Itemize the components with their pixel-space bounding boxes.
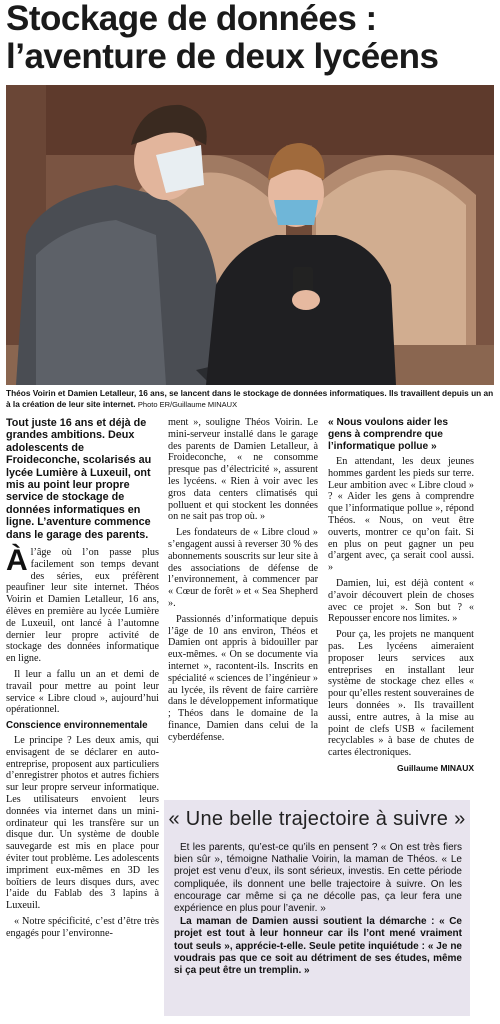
photo-credit: Photo ER/Guillaume MINAUX: [137, 400, 238, 409]
box-body: [174, 842, 462, 978]
author-signature: Guillaume MINAUX: [397, 762, 474, 773]
article-column-1: [6, 417, 159, 944]
article-column-3: [328, 417, 474, 775]
drop-cap: À: [6, 544, 28, 578]
article-column-2: [168, 417, 318, 748]
box-paragraph-1: Et les parents, qu’est-ce qu’ils en pensent ? « On est très fiers bien sûr », témoigne Nathalie Voirin, la maman de Théos. « Le projet est venu d’eux, ils sont sérieux, investis. En cette période compliquée, ils donnent une belle trajectoire à suivre. On les encourage car même si ça ne décolle pas, ça leur fera une expérience en plus pour l’avenir. »: [174, 842, 462, 915]
col3-paragraph-1: En attendant, les deux jeunes hommes gardent les pieds sur terre. Leur ambition avec « Libre cloud » ? « Aider les gens à comprendre que l’informatique pollue », répond Théos. « Nous, on veut être ouverts, montrer ce qu’on fait. Si en plus on peut gagner un peu d’argent avec, ça serait cool aussi. »: [328, 456, 474, 574]
col1-paragraph-3: Le principe ? Les deux amis, qui envisagent de se déclarer en auto-entreprise, proposent aux particuliers d’enregistrer photos et autres fichiers sur leur propre serveur informatique. Les utilisateurs envoient leurs données via internet dans un mini-ordinateur qui les transfère sur un disque dur. Un système de double sauvegarde est mis en place pour éviter tout problème. Les adolescents impriment eux-mêmes en 3D les boîtiers de leurs disques durs, avec l’aide du Fablab des 3 lapins à Luxeuil.: [6, 735, 159, 912]
photo-caption: [6, 388, 494, 410]
col2-paragraph-1: ment », souligne Théos Voirin. Le mini-serveur installé dans le garage des parents de Damien Letalleur, à Froideconche, « ne consomme presque pas d’électricité », assurent les lycéens. « Rien à voir avec les gros data centers climatisés qui polluent et qui stockent les données on ne sait pas trop où. »: [168, 417, 318, 523]
headline-line-1: Stockage de données :: [6, 0, 377, 38]
section-subhead: Conscience environnementale: [6, 720, 148, 732]
article-lead: Tout juste 16 ans et déjà de grandes ambitions. Deux adolescents de Froideconche, scolarisés au lycée Lumière à Luxeuil, ont mis au point leur propre service de stockage de données informatiques en ligne. L’aventure commence dans le garage des parents.: [6, 417, 152, 541]
headline-line-2: l’aventure de deux lycéens: [6, 37, 439, 76]
caption-text: Théos Voirin et Damien Letalleur, 16 ans, se lancent dans le stockage de données informatiques. Ils travaillent depuis un an à la création de leur site internet.: [6, 388, 494, 409]
col3-paragraph-2: Damien, lui, est déjà content « d’avoir découvert plein de choses avec ce projet ». Son but ? « Repousser encore nos limites. »: [328, 577, 474, 625]
col3-paragraph-3: Pour ça, les projets ne manquent pas. Les lycéens aimeraient proposer leurs services aux entreprises en installant leur système de stockage chez elles « pour qu’elles restent souveraines de leurs données ». Ils travaillent aussi, entre autres, à la mise au point de clefs USB « facilement recyclables » à base de chutes de cartes électroniques.: [328, 629, 474, 759]
col1-paragraph-2: Il leur a fallu un an et demi de travail pour mettre au point leur service « Libre cloud », aujourd’hui opérationnel.: [6, 669, 159, 716]
box-paragraph-2: La maman de Damien aussi soutient la démarche : « Ce projet est tout à leur honneur car ils l’ont mené vraiment tout seuls », apprécie-t-elle. Seule petite inquiétude : « Je ne voudrais pas que ce soit au détriment de ses études, même si ça peut être un tremplin. »: [174, 916, 462, 977]
headline: [6, 0, 496, 76]
col2-paragraph-2: Les fondateurs de « Libre cloud » s’engagent aussi à reverser 30 % des abonnements souscrits sur leur site à des associations de défense de l’environnement, à commencer par « Cœur de forêt » et « Sea Shepherd ».: [168, 527, 318, 609]
quote-subhead: « Nous voulons aider les gens à comprendre que l’informatique pollue »: [328, 417, 449, 452]
col2-paragraph-3: Passionnés d’informatique depuis l’âge de 10 ans environ, Théos et Damien ont appris à bidouiller par eux-mêmes. « On se documente via internet », racontent-ils. Inscrits en spécialité « sciences de l’ingénieur » au lycée, ils rêvent de faire carrière dans le développement informatique ; Théos dans le domaine de la finance, Damien dans celui de la cyberdéfense.: [168, 613, 318, 743]
article-photo: [6, 85, 494, 385]
col1-paragraph-1: l’âge où l’on passe plus facilement son temps devant des séries, eux préfèrent peaufiner leur site internet. Théos Voirin et Damien Letalleur, 16 ans, élèves en première au lycée Lumière de Luxeuil, ont lancé à l’automne dernier leur propre activité de stockage des données informatique en ligne.: [6, 547, 159, 665]
col1-paragraph-4: « Notre spécificité, c’est d’être très engagés pour l’environne-: [6, 915, 159, 939]
sidebar-box: [164, 800, 470, 1016]
box-title: « Une belle trajectoire à suivre »: [168, 808, 466, 830]
